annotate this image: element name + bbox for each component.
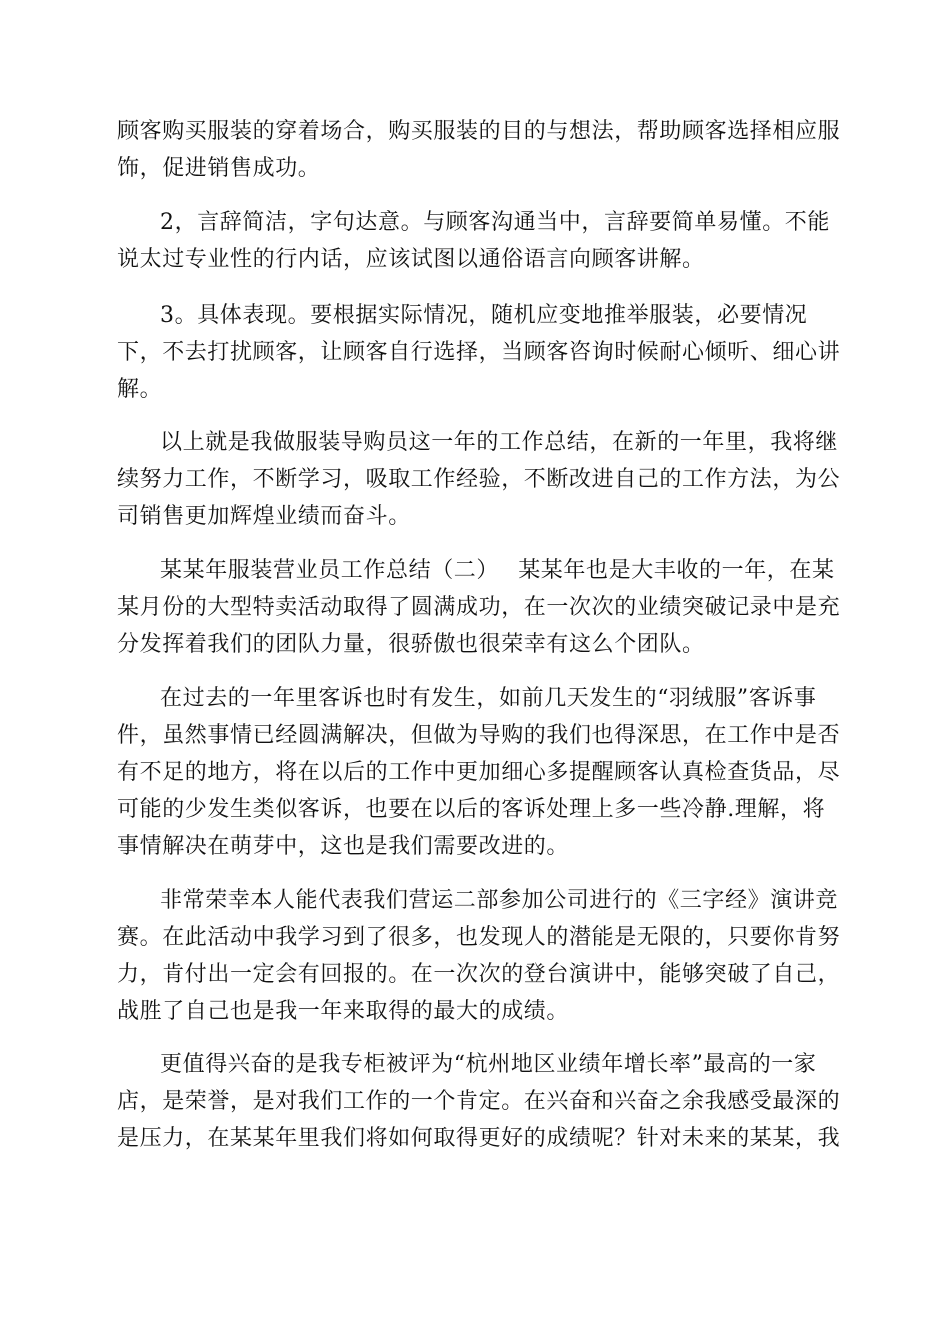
text-line: 某月份的大型特卖活动取得了圆满成功，在一次次的业绩突破记录中是充	[117, 595, 841, 620]
text-line: 非常荣幸本人能代表我们营运二部参加公司进行的《三字经》演讲竞	[160, 888, 839, 913]
text-line: 件，虽然事情已经圆满解决，但做为导购的我们也得深思，在工作中是否	[117, 723, 841, 748]
text-line: 续努力工作，不断学习，吸取工作经验，不断改进自己的工作方法，为公	[117, 467, 841, 492]
text-line: 事情解决在萌芽中，这也是我们需要改进的。	[117, 834, 570, 859]
text-line: 在过去的一年里客诉也时有发生，如前几天发生的“羽绒服”客诉事	[160, 686, 817, 711]
text-line: 解。	[117, 377, 163, 402]
text-line: 更值得兴奋的是我专柜被评为“杭州地区业绩年增长率”最高的一家	[160, 1052, 817, 1077]
text-line: 可能的少发生类似客诉，也要在以后的客诉处理上多一些冷静.理解，将	[117, 797, 826, 822]
text-line: 2，言辞简洁，字句达意。与顾客沟通当中，言辞要简单易懂。不能	[160, 210, 830, 235]
text-line: 某某年服装营业员工作总结（二） 某某年也是大丰收的一年，在某	[160, 558, 835, 583]
text-line: 分发挥着我们的团队力量，很骄傲也很荣幸有这么个团队。	[117, 632, 705, 657]
text-line: 顾客购买服装的穿着场合，购买服装的目的与想法，帮助顾客选择相应服	[117, 119, 841, 144]
text-line: 有不足的地方，将在以后的工作中更加细心多提醒顾客认真检查货品，尽	[117, 760, 841, 785]
text-line: 战胜了自己也是我一年来取得的最大的成绩。	[117, 999, 570, 1024]
text-line: 饰，促进销售成功。	[117, 156, 321, 181]
text-line: 说太过专业性的行内话，应该试图以通俗语言向顾客讲解。	[117, 247, 705, 272]
text-line: 店，是荣誉，是对我们工作的一个肯定。在兴奋和兴奋之余我感受最深的	[117, 1089, 841, 1114]
text-line: 力，肯付出一定会有回报的。在一次次的登台演讲中，能够突破了自己，	[117, 962, 841, 987]
text-line: 下，不去打扰顾客，让顾客自行选择，当顾客咨询时候耐心倾听、细心讲	[117, 340, 841, 365]
text-line: 司销售更加辉煌业绩而奋斗。	[117, 504, 411, 529]
text-line: 赛。在此活动中我学习到了很多，也发现人的潜能是无限的，只要你肯努	[117, 925, 841, 950]
text-line: 是压力，在某某年里我们将如何取得更好的成绩呢？针对未来的某某，我	[117, 1126, 841, 1151]
text-line: 以上就是我做服装导购员这一年的工作总结，在新的一年里，我将继	[160, 430, 839, 455]
text-line: 3。具体表现。要根据实际情况，随机应变地推举服装，必要情况	[160, 303, 808, 328]
